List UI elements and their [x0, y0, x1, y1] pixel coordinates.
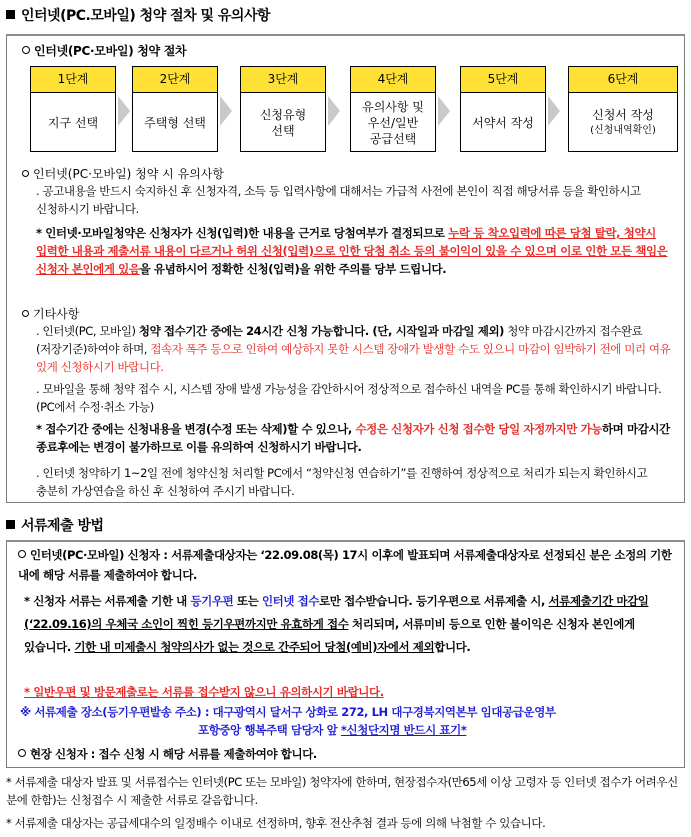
- notes-title: 인터넷(PC·모바일) 청약 시 유의사항: [22, 165, 224, 182]
- step-label: 4단계: [351, 67, 435, 93]
- step-label: 5단계: [461, 67, 545, 93]
- step-body: 신청서 작성 (신청내역확인): [569, 93, 677, 152]
- procedure-title: 인터넷(PC·모바일) 청약 절차: [22, 42, 186, 59]
- circle-bullet-icon: [18, 550, 26, 558]
- detail-1: * 신청자 서류는 서류제출 기한 내 등기우편 또는 인터넷 접수로만 접수받습니다. 등기우편으로 서류제출 시, 서류제출기간 마감일(‘22.09.16)의 우체국 소인이 찍힌 등기우편까지만 유효하게 접수 처리되며, 서류미비 등으로 인한 불이익은 신청자 본인에게 있습니다. 기한 내 미제출시 청약의사가 없는 것으로 간주되어 당첨(예비)자에서 제외합니다.: [24, 594, 649, 654]
- step-3: [240, 66, 326, 152]
- step-body: 서약서 작성: [472, 115, 534, 130]
- arrow-right-icon: [220, 96, 232, 126]
- circle-bullet-icon: [22, 310, 29, 317]
- step-4: [350, 66, 436, 152]
- footnote-1: * 서류제출 대상자 발표 및 서류접수는 인터넷(PC 또는 모바일) 청약자에 한하며, 현장접수자(만65세 이상 고령자 등 인터넷 접수가 어려우신 분에 한함)는 신청접수 시 제출한 서류로 갈음합니다.: [6, 775, 678, 807]
- step-note: (신청내역확인): [590, 124, 656, 136]
- step-body: 유의사항 및 우선/일반 공급선택: [362, 99, 424, 146]
- square-bullet-icon: [6, 10, 15, 19]
- step-body: 주택형 선택: [144, 115, 206, 130]
- onsite-applicant: 현장 신청자 : 접수 신청 시 해당 서류를 제출하여야 합니다.: [18, 745, 678, 763]
- etc-3: * 접수기간 중에는 신청내용을 변경(수정 또는 삭제)할 수 있으나, 수정은 신청자가 신청 접수한 당일 자정까지만 가능하며 마감시간 종료후에는 변경이 불가하므로 이를 유의하여 신청하시기 바랍니다.: [36, 422, 670, 454]
- section2-title: 서류제출 방법: [6, 515, 104, 535]
- circle-bullet-icon: [22, 170, 29, 177]
- detail-2: * 일반우편 및 방문제출로는 서류를 접수받지 않으니 유의하시기 바랍니다.: [24, 685, 384, 699]
- online-applicant: 인터넷(PC·모바일) 신청자 : 서류제출대상자는 ‘22.09.08(목) 17시 이후에 발표되며 서류제출대상자로 선정되신 분은 소정의 기한 내에 해당 서류를 제출하여야 합니다.: [18, 548, 672, 582]
- arrow-right-icon: [438, 96, 450, 126]
- step-body: 신청유형 선택: [259, 107, 307, 138]
- arrow-right-icon: [328, 96, 340, 126]
- etc-2: . 모바일을 통해 청약 접수 시, 시스템 장애 발생 가능성을 감안하시어 정상적으로 접수하신 내역을 PC를 통해 확인하시기 바랍니다. (PC에서 수정·취소 가능): [36, 382, 662, 414]
- step-6: [568, 66, 678, 152]
- step-flow: [30, 66, 680, 162]
- step-1: [30, 66, 116, 152]
- step-label: 3단계: [241, 67, 325, 93]
- etc-1: . 인터넷(PC, 모바일) 청약 접수기간 중에는 24시간 신청 가능합니다. (단, 시작일과 마감일 제외) 청약 마감시간까지 접수완료(저장기준)하여야 하며, 접속자 폭주 등으로 인하여 예상하지 못한 시스템 장애가 발생할 수도 있으니 마감이 임박하기 전에 미리 여유 있게 신청하시기 바랍니다.: [36, 324, 671, 374]
- etc-title: 기타사항: [22, 305, 79, 322]
- step-label: 6단계: [569, 67, 677, 93]
- step-5: [460, 66, 546, 152]
- etc-4: . 인터넷 청약하기 1~2일 전에 청약신청 처리할 PC에서 “청약신청 연습하기”를 진행하여 정상적으로 처리가 되는지 확인하시고 충분히 가상연습을 하신 후 신청하여 주시기 바랍니다.: [36, 466, 648, 498]
- footnote-2: * 서류제출 대상자는 공급세대수의 일정배수 이내로 선정하며, 향후 전산추첨 결과 등에 의해 낙첨할 수 있습니다.: [6, 816, 546, 830]
- detail-3: ※ 서류제출 장소(등기우편발송 주소) : 대구광역시 달서구 상화로 272, LH 대구경북지역본부 임대공급운영부 포항중앙 행복주택 담당자 앞 *신청단지명 반드시 표기*: [20, 705, 556, 737]
- note-2: * 인터넷·모바일청약은 신청자가 신청(입력)한 내용을 근거로 당첨여부가 결정되므로 누락 등 착오입력에 따른 당첨 탈락, 청약시 입력한 내용과 제출서류 내용이 다르거나 허위 신청(입력)으로 인한 당첨 취소 등의 불이익이 있을 수 있으며 이로 인한 모든 책임은 신청자 본인에게 있음을 유념하시어 정확한 신청(입력)을 위한 주의를 당부 드립니다.: [36, 226, 668, 276]
- arrow-right-icon: [548, 96, 560, 126]
- step-2: [132, 66, 218, 152]
- step-body: 지구 선택: [47, 115, 99, 130]
- square-bullet-icon: [6, 520, 15, 529]
- step-label: 2단계: [133, 67, 217, 93]
- arrow-right-icon: [118, 96, 130, 126]
- note-1: . 공고내용을 반드시 숙지하신 후 신청자격, 소득 등 입력사항에 대해서는 가급적 사전에 본인이 직접 해당서류 등을 확인하시고 신청하시기 바랍니다.: [36, 184, 641, 216]
- circle-bullet-icon: [22, 46, 30, 54]
- section1-title: 인터넷(PC.모바일) 청약 절차 및 유의사항: [6, 5, 270, 25]
- circle-bullet-icon: [18, 749, 26, 757]
- step-label: 1단계: [31, 67, 115, 93]
